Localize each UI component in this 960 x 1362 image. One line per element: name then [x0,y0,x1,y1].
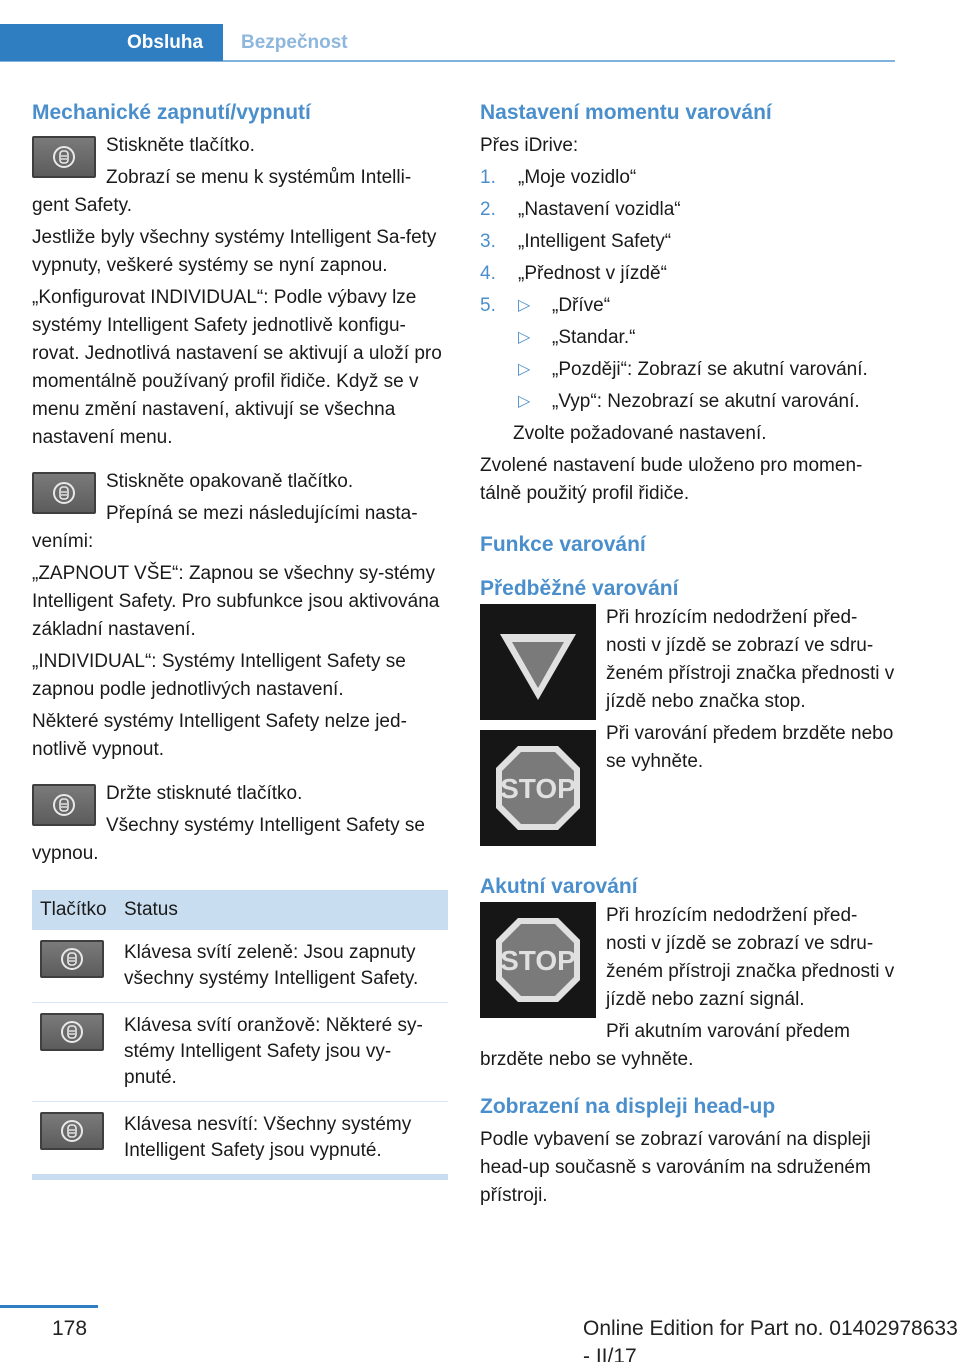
triangle-bullet-icon: ▷ [518,393,531,410]
step-number: 4. [480,263,496,284]
step-text: „Intelligent Safety“ [518,231,672,252]
steps-list [480,164,896,448]
footer-accent-line [0,1305,98,1308]
list-item [480,164,896,192]
saved-setting-text: Zvolené nastavení bude uloženo pro momen-tálně použitý profil řidiče. [480,455,863,504]
acute-warning-text: Při hrozícím nedodržení před-nosti v jízdě se zobrazí ve sdru-ženém přístroji značka přednosti v jízdě nebo zazní signál. [606,905,895,1010]
section-heading-warning-functions: Funkce varování [480,533,646,556]
step-number: 5. [480,295,496,316]
sub-options-list [518,292,896,416]
list-item [518,292,896,320]
button-green-icon [40,940,104,978]
paragraph: „Konfigurovat INDIVIDUAL“: Podle výbavy lze systémy Intelligent Safety jednotlivě konfigu-rovat. Jednotlivá nastavení se aktivují a uloží pro momentálně používaný profil řidiče. Když se v menu změní nastavení, aktivují se všechna nastavení menu. [32,287,442,448]
triangle-bullet-icon: ▷ [518,329,531,346]
list-item [518,388,896,416]
option-text: „Standar.“ [552,327,636,348]
step-number: 1. [480,167,496,188]
stop-sign-image [480,902,596,1018]
paragraph: „ZAPNOUT VŠE“: Zapnou se všechny sy-stémy Intelligent Safety. Pro subfunkce jsou aktivována základní nastavení. [32,563,440,640]
status-table [32,890,448,1180]
table-cell-status: Klávesa nesvítí: Všechny systémy Intelligent Safety jsou vypnuté. [116,1102,448,1178]
option-text: „Později“: Zobrazí se akutní varování. [552,359,868,380]
triangle-bullet-icon: ▷ [518,297,531,314]
button-orange-icon [40,1013,104,1051]
tab-bezpecnost[interactable]: Bezpečnost [241,32,348,53]
button-off-icon [40,1112,104,1150]
option-text: „Dříve“ [552,295,611,316]
text-line: veními: [32,531,94,552]
acute-warning-advice-cont: brzděte nebo se vyhněte. [480,1049,694,1070]
instruction-press-repeatedly [32,468,448,556]
table-row [32,1102,448,1178]
table-cell-status: Klávesa svítí oranžově: Některé sy-stémy Intelligent Safety jsou vy-pnuté. [116,1003,448,1102]
page-number: 178 [52,1317,88,1340]
list-item [480,260,896,288]
stop-sign-label: STOP [500,945,576,976]
instruction-press-button [32,132,448,220]
section-heading-warning-moment: Nastavení momentu varování [480,101,772,124]
pre-warning-block [480,604,896,862]
instruction-hold-button [32,780,448,868]
list-item [480,292,896,448]
paragraph: Jestliže byly všechny systémy Intelligent Sa-fety vypnuty, veškeré systémy se nyní zapnou. [32,227,437,276]
intelligent-safety-button-icon [32,472,96,514]
intelligent-safety-button-icon [32,136,96,178]
header-tabbar [0,24,895,62]
right-column [480,98,896,1214]
text-line: Zobrazí se menu k systémům Intelli- [106,167,412,188]
acute-warning-block [480,902,896,1074]
text-line: Stiskněte opakovaně tlačítko. [106,471,354,492]
list-item [518,324,896,352]
left-column [32,98,448,1180]
text-line: Všechny systémy Intelligent Safety se [106,815,425,836]
section-heading-hud: Zobrazení na displeji head-up [480,1095,776,1118]
acute-warning-advice: Při akutním varování předem [606,1021,850,1042]
pre-warning-advice: Při varování předem brzděte nebo se vyhněte. [606,723,894,772]
list-item [480,228,896,256]
section-heading-mechanical: Mechanické zapnutí/vypnutí [32,101,311,124]
triangle-bullet-icon: ▷ [518,361,531,378]
step-number: 2. [480,199,496,220]
paragraph: „INDIVIDUAL“: Systémy Intelligent Safety se zapnou podle jednotlivých nastavení. [32,651,406,700]
stop-sign-image [480,730,596,846]
list-item [480,196,896,224]
hud-text: Podle vybavení se zobrazí varování na displeji head-up současně s varováním na sdruženém přístroji. [480,1129,871,1206]
table-row [32,930,448,1003]
paragraph: Některé systémy Intelligent Safety nelze jed-notlivě vypnout. [32,711,407,760]
table-header-button: Tlačítko [32,890,116,930]
text-line: Přepíná se mezi následujícími nasta- [106,503,418,524]
text-line: vypnou. [32,843,99,864]
table-row [32,1003,448,1102]
table-cell-status: Klávesa svítí zeleně: Jsou zapnuty všechny systémy Intelligent Safety. [116,930,448,1003]
yield-sign-image [480,604,596,720]
step-text: „Nastavení vozidla“ [518,199,681,220]
intro-text: Přes iDrive: [480,135,579,156]
section-heading-acute-warning: Akutní varování [480,875,638,898]
choose-setting-text: Zvolte požadované nastavení. [513,423,767,444]
table-header-status: Status [116,890,448,930]
step-text: „Přednost v jízdě“ [518,263,667,284]
list-item [518,356,896,384]
edition-text: Online Edition for Part no. 01402978633 - II/17 [583,1317,958,1362]
option-text: „Vyp“: Nezobrazí se akutní varování. [552,391,860,412]
step-text: „Moje vozidlo“ [518,167,637,188]
tab-obsluha[interactable]: Obsluha [0,24,223,61]
step-number: 3. [480,231,496,252]
stop-sign-label: STOP [500,773,576,804]
text-line: gent Safety. [32,195,132,216]
section-heading-pre-warning: Předběžné varování [480,577,679,600]
intelligent-safety-button-icon [32,784,96,826]
text-line: Držte stisknuté tlačítko. [106,783,303,804]
text-line: Stiskněte tlačítko. [106,135,255,156]
pre-warning-text: Při hrozícím nedodržení před-nosti v jízdě se zobrazí ve sdru-ženém přístroji značka přednosti v jízdě nebo značka stop. [606,607,895,712]
